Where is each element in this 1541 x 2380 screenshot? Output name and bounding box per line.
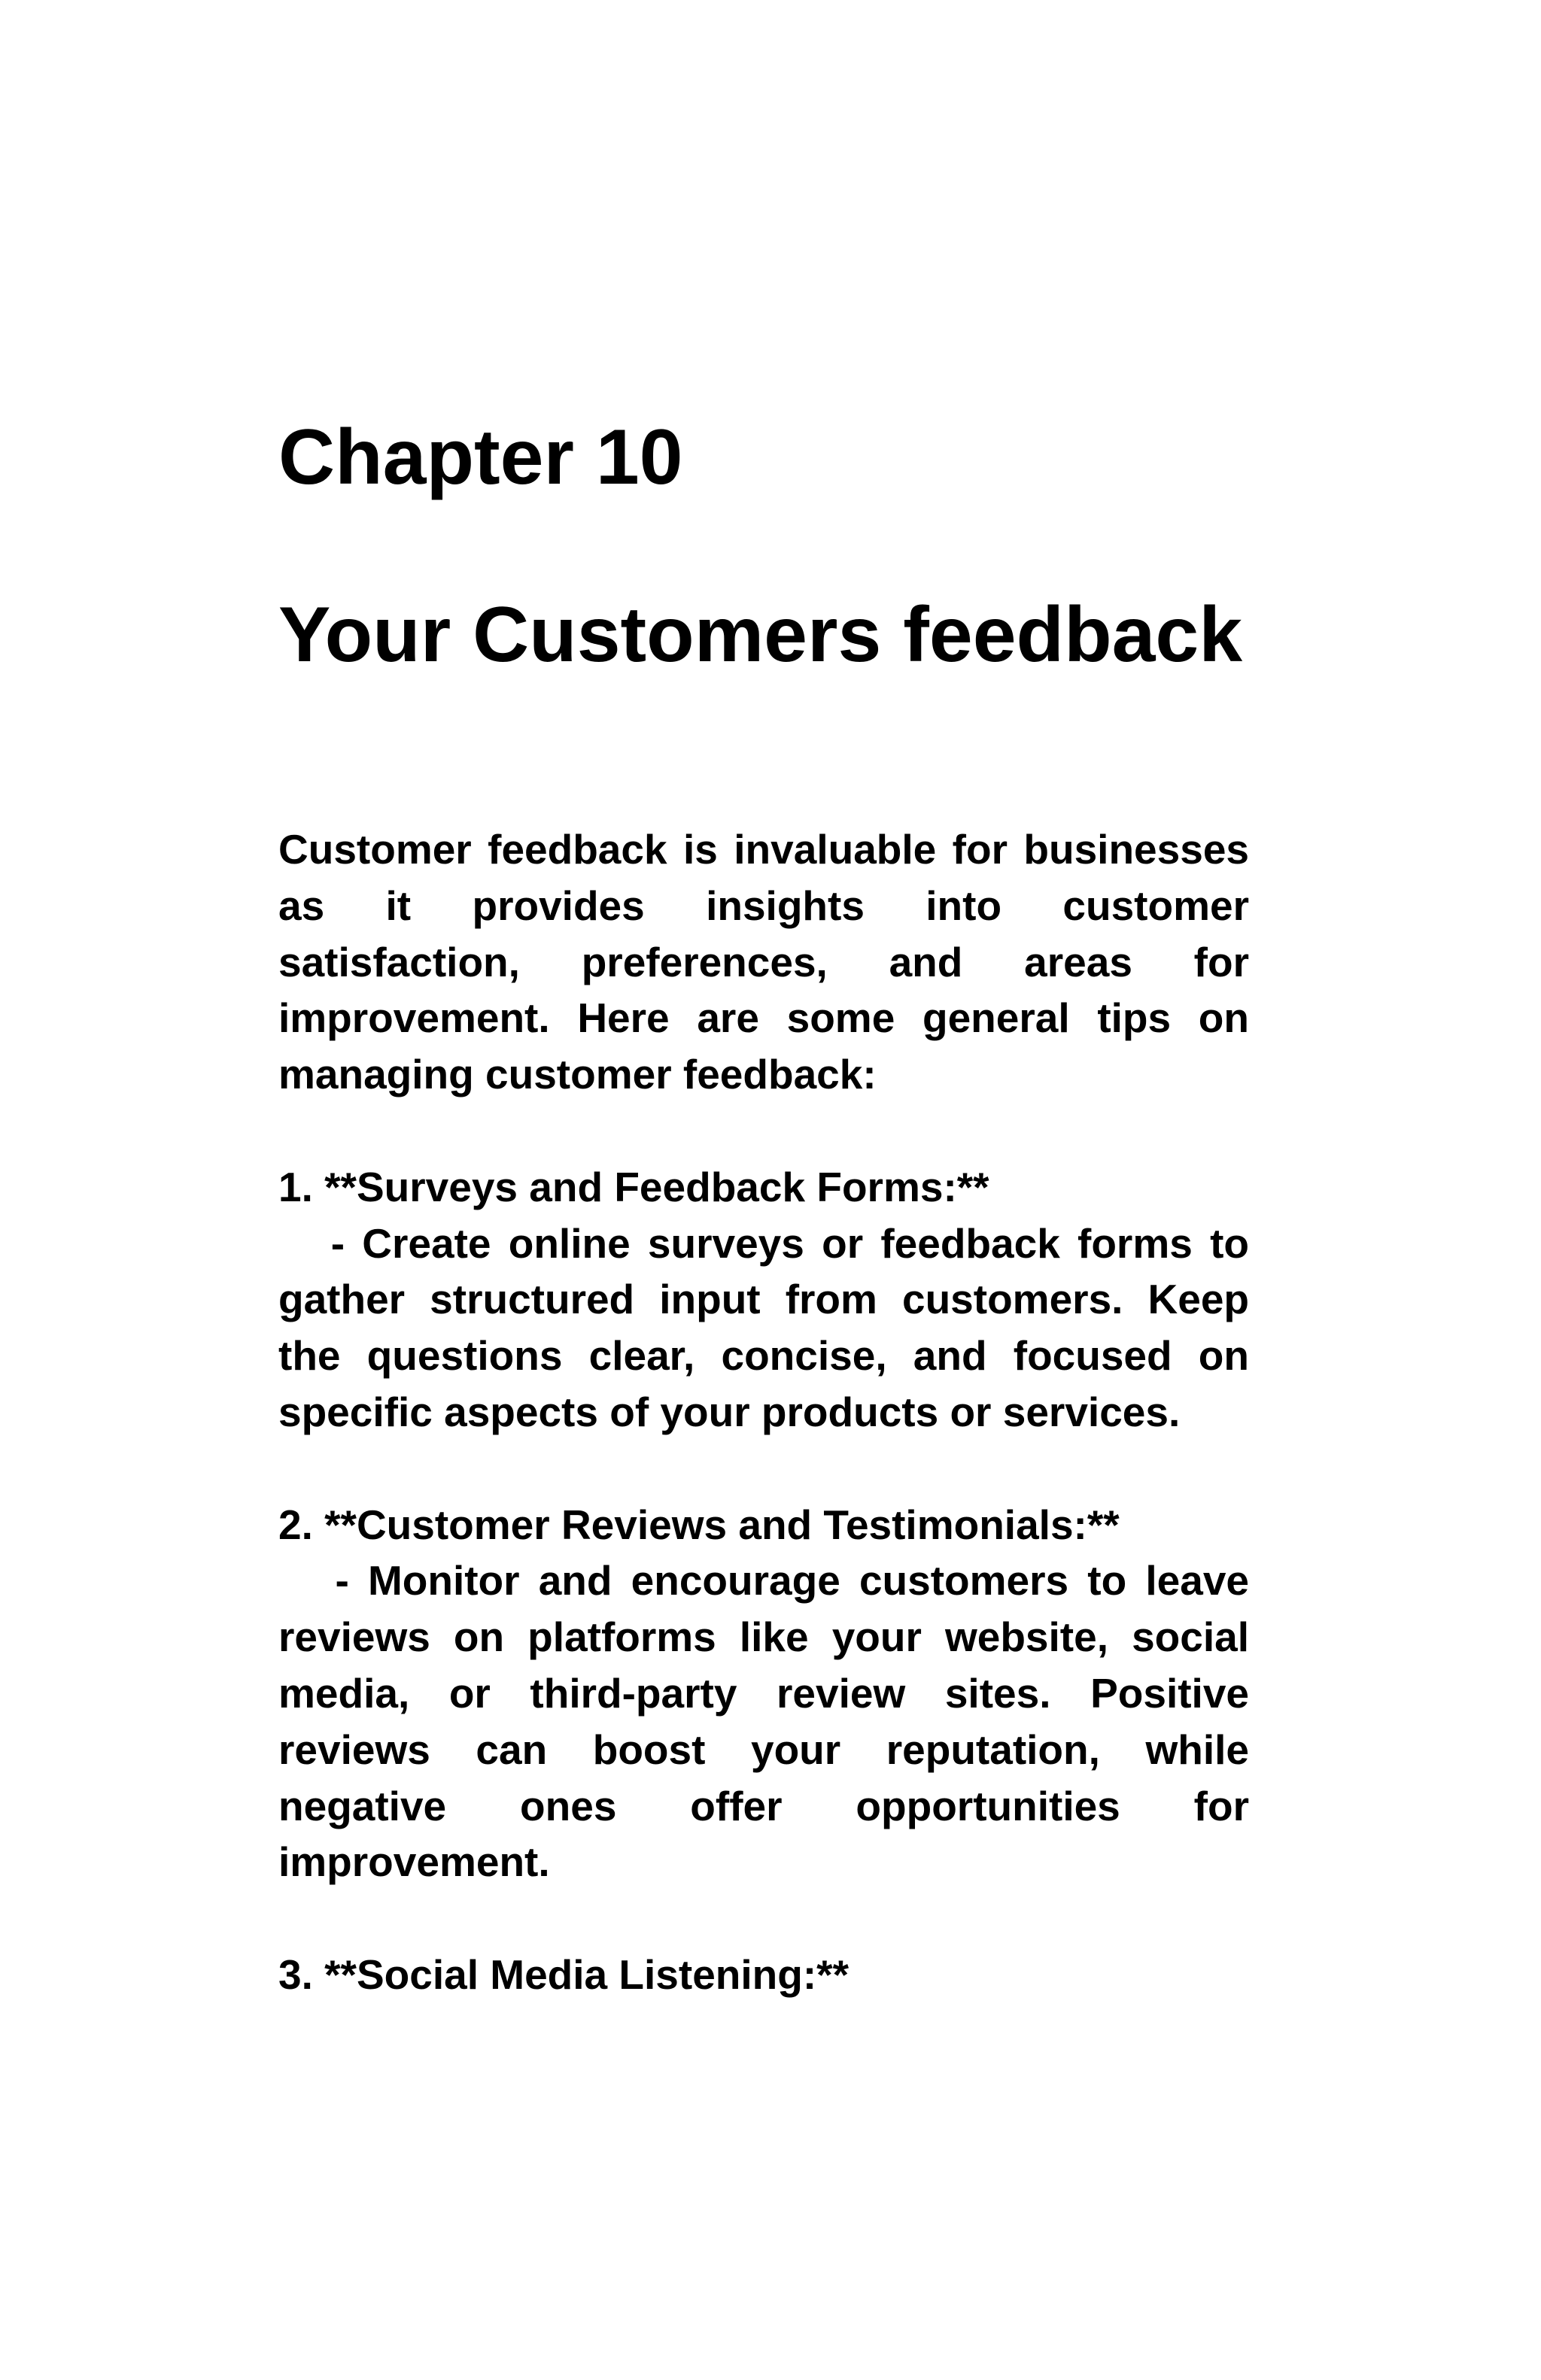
chapter-title: Your Customers feedback — [278, 591, 1243, 678]
tip-item-social-listening — [278, 1947, 1249, 2003]
tip-body: - Create online surveys or feedback forms to gather structured input from customers. Keep the questions clear, concise, and focused on specific aspects of your products or services. — [278, 1219, 1249, 1435]
intro-paragraph: Customer feedback is invaluable for businesses as it provides insights into customer satisfaction, preferences, and areas for improvement. Here are some general tips on managing customer feedback: — [278, 826, 1249, 1098]
tip-heading: 3. **Social Media Listening:** — [278, 1950, 849, 1998]
tip-heading: 2. **Customer Reviews and Testimonials:** — [278, 1501, 1120, 1548]
tip-heading: 1. **Surveys and Feedback Forms:** — [278, 1163, 989, 1210]
tip-body: - Monitor and encourage customers to leave reviews on platforms like your website, social media, or third-party review sites. Positive reviews can boost your reputation, while negative ones offer opportunities for improvement. — [278, 1557, 1249, 1886]
chapter-number: Chapter 10 — [278, 414, 683, 501]
chapter-body — [278, 821, 1249, 2003]
tip-item-surveys — [278, 1159, 1249, 1440]
tip-item-reviews — [278, 1497, 1249, 1891]
